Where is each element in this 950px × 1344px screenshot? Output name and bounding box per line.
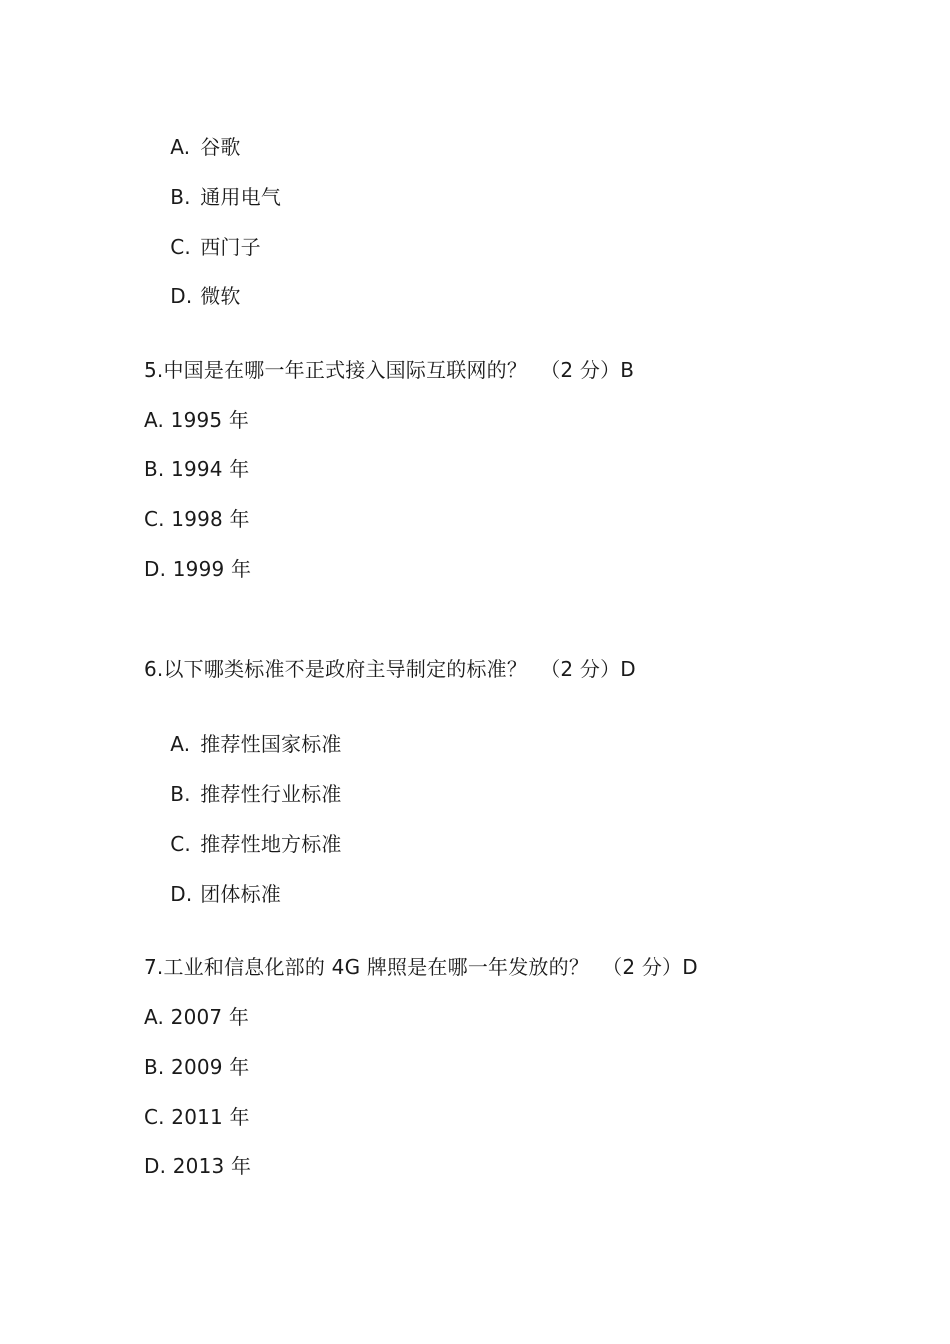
option-text: 西门子 [200, 235, 261, 259]
q5-option-c: C. 1998 年 [144, 507, 250, 531]
q7-option-d: D. 2013 年 [144, 1154, 252, 1178]
q6-question: 6.以下哪类标准不是政府主导制定的标准？ （2 分）D [144, 657, 636, 681]
option-letter: D. [170, 284, 193, 308]
q5-question: 5.中国是在哪一年正式接入国际互联网的？ （2 分）B [144, 358, 635, 382]
option-text: 谷歌 [200, 135, 241, 159]
q5-option-d: D. 1999 年 [144, 557, 252, 581]
option-letter: A. [170, 732, 191, 756]
option-letter: B. [170, 185, 191, 209]
q4-option-d [144, 257, 241, 335]
option-text: 推荐性地方标准 [200, 832, 342, 856]
q7-option-b: B. 2009 年 [144, 1055, 250, 1079]
option-text: 推荐性国家标准 [200, 732, 342, 756]
q7-option-c: C. 2011 年 [144, 1105, 250, 1129]
q5-option-a: A. 1995 年 [144, 408, 250, 432]
option-letter: A. [170, 135, 191, 159]
option-text: 团体标准 [200, 882, 282, 906]
q6-option-d [144, 855, 281, 933]
option-letter: C. [170, 832, 191, 856]
option-text: 微软 [200, 284, 241, 308]
option-text: 推荐性行业标准 [200, 782, 342, 806]
option-letter: C. [170, 235, 191, 259]
q7-question: 7.工业和信息化部的 4G 牌照是在哪一年发放的？ （2 分）D [144, 955, 698, 979]
q7-option-a: A. 2007 年 [144, 1005, 250, 1029]
option-letter: B. [170, 782, 191, 806]
option-text: 通用电气 [200, 185, 282, 209]
option-letter: D. [170, 882, 193, 906]
q5-option-b: B. 1994 年 [144, 457, 250, 481]
